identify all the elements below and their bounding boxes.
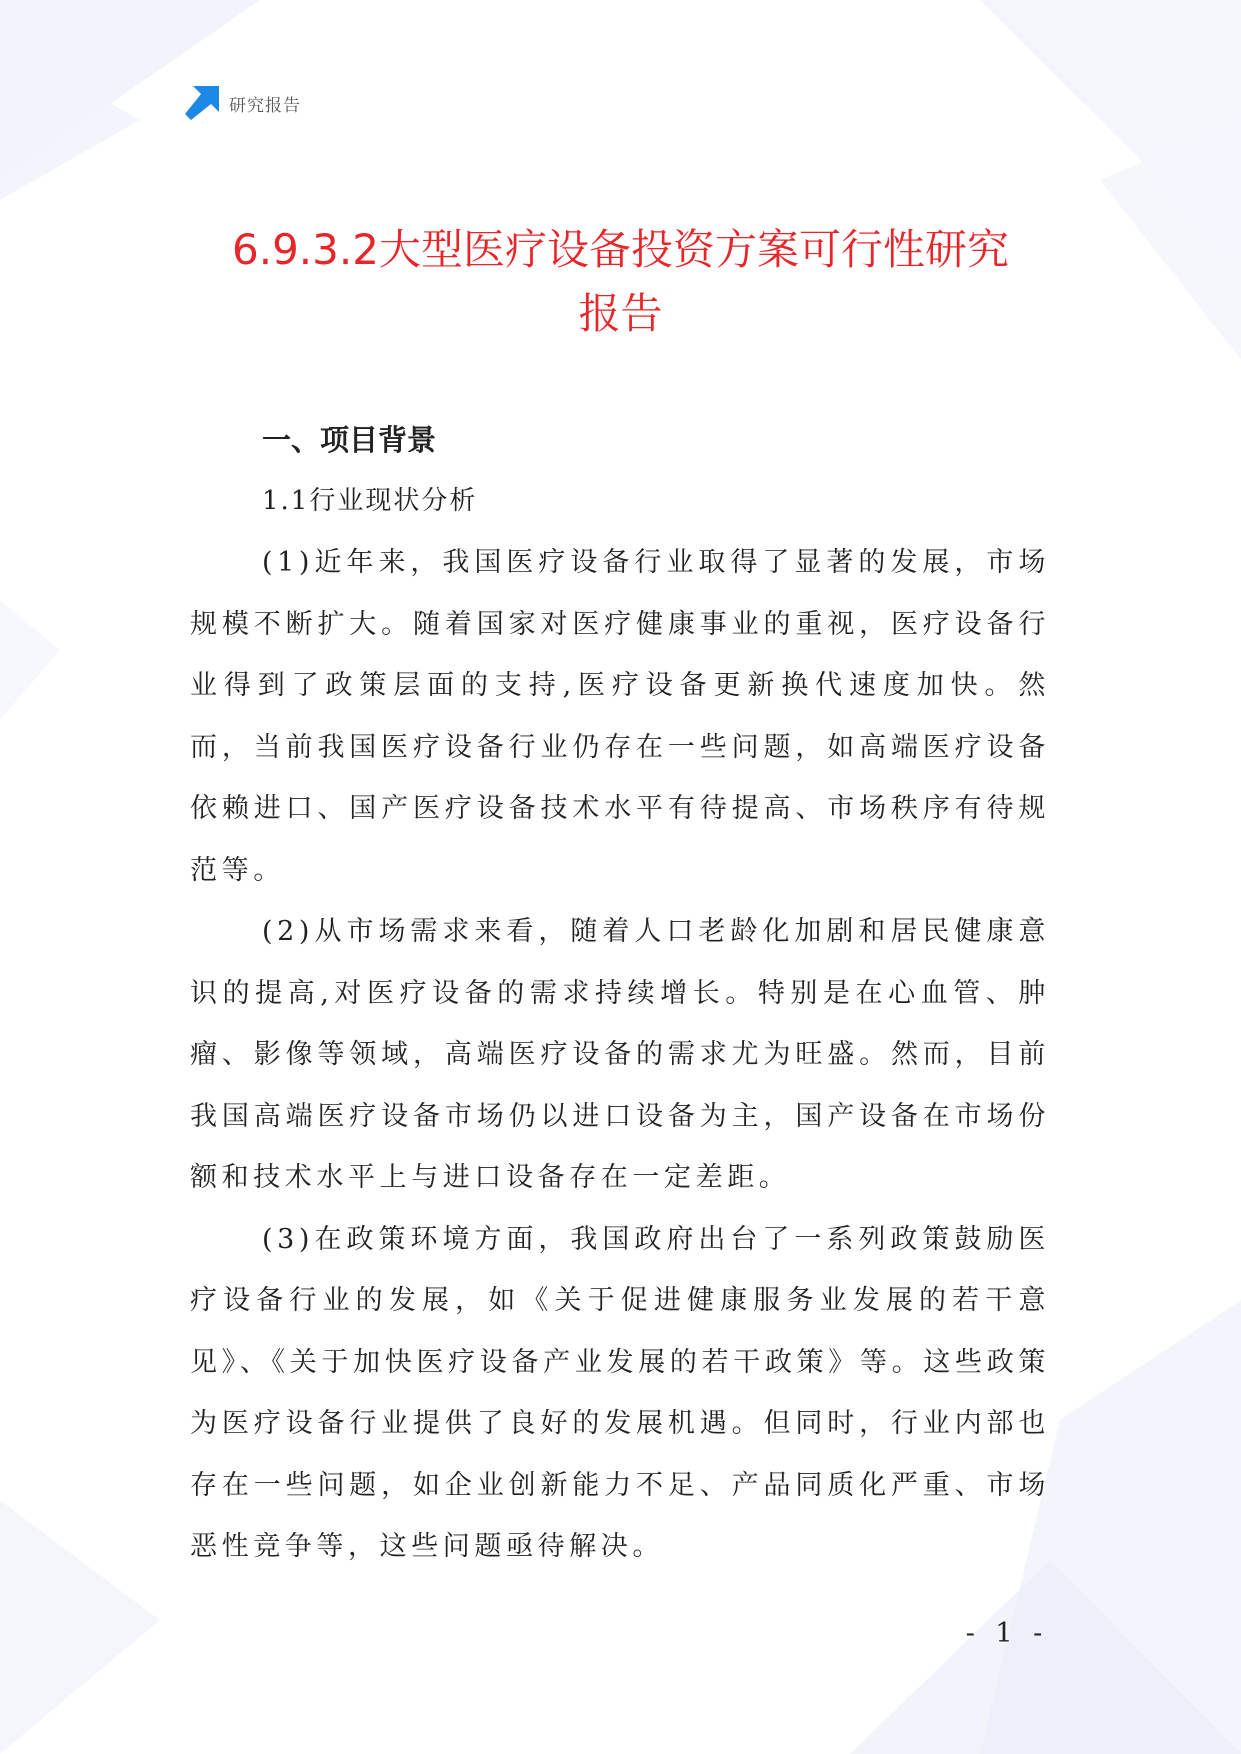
arrow-up-right-icon	[185, 86, 219, 120]
document-title	[150, 218, 1091, 346]
report-header	[185, 86, 301, 120]
page-number: - 1 -	[965, 1618, 1049, 1649]
document-body	[190, 410, 1050, 1578]
title-line-2: 报告	[578, 289, 663, 338]
header-label: 研究报告	[229, 95, 301, 116]
subsection-heading: 1.1行业现状分析	[262, 486, 478, 516]
title-line-1: 6.9.3.2大型医疗设备投资方案可行性研究	[232, 225, 1009, 274]
paragraph-3: (3)在政策环境方面，我国政府出台了一系列政策鼓励医疗设备行业的发展，如《关于促进健康服务业发展的若干意见》、《关于加快医疗设备产业发展的若干政策》等。这些政策为医疗设备行业提供了良好的发展机遇。但同时，行业内部也存在一些问题，如企业创新能力不足、产品同质化严重、市场恶性竞争等，这些问题亟待解决。	[190, 1223, 1050, 1562]
paragraph-1: (1)近年来，我国医疗设备行业取得了显著的发展，市场规模不断扩大。随着国家对医疗健康事业的重视，医疗设备行业得到了政策层面的支持,医疗设备更新换代速度加快。然而，当前我国医疗设备行业仍存在一些问题，如高端医疗设备依赖进口、国产医疗设备技术水平有待提高、市场秩序有待规范等。	[190, 547, 1050, 886]
section-heading: 一、项目背景	[262, 423, 437, 457]
paragraph-2: (2)从市场需求来看，随着人口老龄化加剧和居民健康意识的提高,对医疗设备的需求持续增长。特别是在心血管、肿瘤、影像等领域，高端医疗设备的需求尤为旺盛。然而，目前我国高端医疗设备市场仍以进口设备为主，国产设备在市场份额和技术水平上与进口设备存在一定差距。	[190, 916, 1050, 1193]
